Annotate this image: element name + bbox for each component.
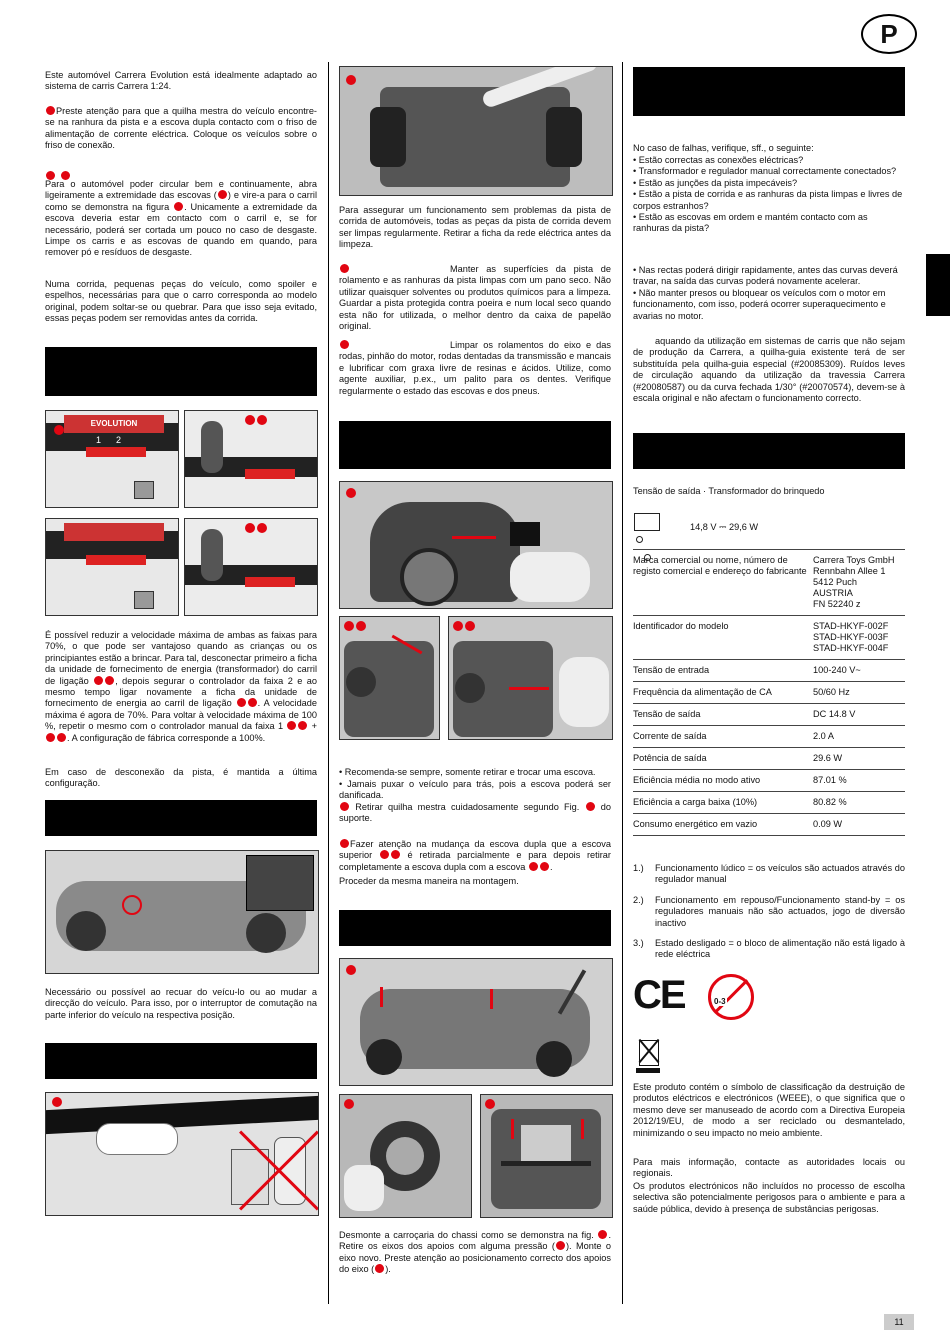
note-number: 1.) bbox=[633, 863, 644, 873]
note-text: Funcionamento em repouso/Funcionamento stand-by = os reguladores manuais não são actuados, jogo de diversão inactivo bbox=[655, 894, 905, 928]
spec-row bbox=[633, 682, 905, 704]
driving-tip-item: • Não manter presos ou bloquear os veículos com o motor em funcionamento, com isso, poderá ocorrer superaquecimento e avarias no motor. bbox=[633, 287, 886, 321]
axle-replace-text: Desmonte a carroçaria do chassi como se demonstra na fig. . Retire os eixos dos apoios com alguma pressão ( ). Monte o eixo novo. Preste atenção ao posicionamento correcto dos apoios do eixo ( ). bbox=[339, 1230, 611, 1275]
note-item bbox=[633, 938, 905, 961]
spec-key: Frequência da alimentação de CA bbox=[633, 687, 772, 697]
spec-row bbox=[633, 616, 905, 660]
language-badge bbox=[861, 14, 917, 54]
spec-key: Marca comercial ou nome, número de registo comercial e endereço do fabricante bbox=[633, 555, 807, 576]
section-header-bar bbox=[633, 67, 905, 116]
column-divider bbox=[622, 62, 623, 1304]
figure-axle-bearings bbox=[480, 1094, 613, 1218]
figure-reverse-switch bbox=[45, 850, 319, 974]
callout-marker bbox=[46, 106, 55, 115]
spec-row bbox=[633, 814, 905, 836]
brush-adjust-text: Para o automóvel poder circular bem e continuamente, abra ligeiramente a extremidade das escovas ( ) e vire-a para o carril como se demonstra na figura . Unicamente a extremidade da escova deveria estar em contacto com o carril e, se for necessário, poderá ser cortada um pouco no caso de desgaste. Limpe os carris e as escovas de quando em quando, para remover pó e resíduos de desgaste. bbox=[45, 179, 317, 258]
figure-track-connection-c bbox=[45, 518, 179, 616]
language-badge-label: P bbox=[880, 18, 898, 49]
troubleshoot-intro: No caso de falhas, verifique, sff., o seguinte: bbox=[633, 143, 814, 153]
guide-keel-note: aquando da utilização em sistemas de carris que não sejam de produção da Carrera, a quilha-guia existente terá de ser substituída pela quilha-guia especial (#20085309). Ruídos leves de circulação aquando da utilização da travessia Carrera (#20080587) ou da curva fechada 1/30° (#20070574), devem-se à escala original e não afectam o funcionamento correcto. bbox=[633, 336, 905, 404]
double-brush-text: Fazer atenção na mudança da escova dupla que a escova superior é retirada parcialmente e para depois retirar completamente a escova dupla com a escova . bbox=[339, 839, 611, 872]
spec-key: Consumo energético em vazio bbox=[633, 819, 758, 829]
contact-text: Para mais informação, contacte as autoridades locais ou regionais. bbox=[633, 1157, 905, 1179]
cleaning-intro-text: Para assegurar um funcionamento sem problemas da pista de corrida de automóveis, todas as peças da pista de corrida devem ser limpas regularmente. Retirar a ficha da rede eléctrica antes da limpeza. bbox=[339, 205, 611, 250]
spec-value: 87.01 % bbox=[813, 775, 847, 785]
reverse-text: Necessário ou possível ao recuar do veícu-lo ou ao mudar a direcção do veículo. Para isso, por o interruptor de comutação na parte inferior do veículo na respectiva posição. bbox=[45, 987, 317, 1020]
spec-row bbox=[633, 726, 905, 748]
weee-text: Este produto contém o símbolo de classificação da destruição de produtos eléctricos e electrónicos (WEEE), o que significa que o mesmo deve ser manuseado de acordo com a Directiva Europeia 2012/19/EU, de modo a ser reciclado ou desmantelado, minimizando o seu impacto no meio ambiente. bbox=[633, 1082, 905, 1138]
spec-value: 100-240 V~ bbox=[813, 665, 861, 675]
spec-key: Tensão de entrada bbox=[633, 665, 710, 675]
spec-value: 0.09 W bbox=[813, 819, 843, 829]
column-divider bbox=[328, 62, 329, 1304]
spec-row bbox=[633, 704, 905, 726]
figure-track-connection-a bbox=[45, 410, 179, 508]
note-number: 2.) bbox=[633, 894, 644, 905]
evolution-logo-label: EVOLUTION bbox=[64, 415, 164, 433]
section-header-bar bbox=[633, 433, 905, 469]
speed-limit-text: É possível reduzir a velocidade máxima de ambas as faixas para 70%, o que pode ser vantajoso quando as crianças ou os principiantes estão a brincar. Para tal, desconectar primeiro a ficha da unidade de fornecimento de energia (transformador) do carril de ligação , depois segurar o controlador da faixa 2 e ao mesmo tempo ligar novamente a ficha da unidade de fornecimento de energia ao carril de ligação . A velocidade máxima é agora de 70%. Para voltar à velocidade máxima de 100 %, repetir o mesmo com o controlador manual da faixa 1 + . A configuração de fábrica corresponde a 100%. bbox=[45, 630, 318, 743]
note-text: Funcionamento lúdico = os veículos são actuados através do regulador manual bbox=[655, 863, 905, 885]
note-item bbox=[633, 895, 905, 929]
spec-key: Eficiência a carga baixa (10%) bbox=[633, 797, 758, 807]
spec-key: Tensão de saída bbox=[633, 709, 701, 719]
spec-value: STAD-HKYF-002F STAD-HKYF-003F STAD-HKYF-004F bbox=[813, 621, 889, 653]
troubleshoot-item: • Estão correctas as conexões eléctricas? bbox=[633, 155, 804, 165]
spec-value: 80.82 % bbox=[813, 797, 847, 807]
figure-track-connection-b bbox=[184, 410, 318, 508]
guide-keel-text: Preste atenção para que a quilha mestra do veículo encontre-se na ranhura da pista e a escova dupla contacto com o friso de alimentação de corrente eléctrica. Coloque os veículos sobre o friso de conexão. bbox=[45, 106, 317, 151]
age-warning-label: 0-3 bbox=[714, 997, 726, 1006]
lubrication-text: Limpar os rolamentos do eixo e das rodas, pinhão do motor, rodas dentadas da transmissão e mancais e lubrificar com graxa livre de resinas e ácidos. Utilize, como agente auxiliar, p.ex., um palito para os dentes. Verifique regularmente o estado das escovas e dos pneus. bbox=[339, 340, 611, 396]
spec-row bbox=[633, 660, 905, 682]
figure-track-connection-d bbox=[184, 518, 318, 616]
figure-brush-step-b bbox=[448, 616, 613, 740]
figure-brush-removal bbox=[339, 481, 613, 609]
hazard-text: Os produtos electrónicos não incluídos no processo de escolha selectiva são potencialmente perigosos para o ambiente e para a saúde pública, devido à presença de substâncias perigosas. bbox=[633, 1181, 905, 1214]
spec-value: 50/60 Hz bbox=[813, 687, 850, 697]
driving-tip-item: • Nas rectas poderá dirigir rapidamente, antes das curvas deverá travar, na saída das curvas poderá novamente acelerar. bbox=[633, 265, 898, 287]
note-item bbox=[633, 863, 905, 886]
age-warning-icon bbox=[708, 974, 754, 1020]
lane-label: 1 bbox=[96, 435, 102, 445]
note-number: 3.) bbox=[633, 938, 644, 949]
troubleshoot-list bbox=[633, 155, 905, 235]
spec-row bbox=[633, 748, 905, 770]
note-text: Estado desligado = o bloco de alimentação não está ligado à rede eléctrica bbox=[655, 938, 905, 960]
side-tab bbox=[926, 254, 950, 316]
figure-no-chemicals bbox=[45, 1092, 319, 1216]
brush-bullet: • Recomenda-se sempre, somente retirar e trocar uma escova. bbox=[339, 767, 596, 777]
last-setting-text: Em caso de desconexão da pista, é mantida a última configuração. bbox=[45, 767, 317, 789]
figure-axle-chassis bbox=[339, 958, 613, 1086]
section-header-bar bbox=[45, 347, 317, 396]
transformer-icon bbox=[634, 513, 660, 531]
ce-mark: CE bbox=[633, 973, 685, 1017]
section-header-bar bbox=[339, 910, 611, 946]
spec-key: Eficiência média no modo ativo bbox=[633, 775, 761, 785]
spec-key: Corrente de saída bbox=[633, 731, 707, 741]
driving-tips-list bbox=[633, 265, 905, 322]
spec-table bbox=[633, 549, 905, 836]
spoiler-text: Numa corrida, pequenas peças do veículo, como spoiler e espelhos, necessárias para que o carro corresponda ao modelo original, podem soltar-se ou quebrar. Para que isso seja evitado, essas peças podem ser removidas antes da corrida. bbox=[45, 279, 317, 324]
figure-cleaning-chassis bbox=[339, 66, 613, 196]
page-number: 11 bbox=[884, 1314, 914, 1330]
track-cleaning-text: Manter as superfícies da pista de rolamento e as ranhuras da pista limpas com um pano seco. Não utilizar quaisquer solventes ou produtos químicos para a limpeza. Guardar a pista protegida contra poeira e num local seco quando esta não for utilizada, o melhor dentro da caixa de papelão original. bbox=[339, 264, 611, 332]
notes-list bbox=[633, 863, 905, 970]
spec-key: Potência de saída bbox=[633, 753, 707, 763]
spec-value: DC 14.8 V bbox=[813, 709, 856, 719]
spec-value: 2.0 A bbox=[813, 731, 834, 741]
spec-value: Carrera Toys GmbH Rennbahn Allee 1 5412 Puch AUSTRIA FN 52240 z bbox=[813, 555, 895, 609]
troubleshoot-item: • Estão as junções da pista impecáveis? bbox=[633, 177, 798, 188]
keel-removal-text: Retirar quilha mestra cuidadosamente segundo Fig. do suporte. bbox=[339, 802, 611, 824]
tension-label: Tensão de saída · Transformador do brinquedo bbox=[633, 486, 825, 496]
figure-wheel-removal bbox=[339, 1094, 472, 1218]
troubleshoot-item: • Estão a pista de corrida e as ranhuras da pista limpas e livres de corpos estranhos? bbox=[633, 189, 903, 211]
assembly-text: Proceder da mesma maneira na montagem. bbox=[339, 876, 519, 886]
troubleshoot-item: • Transformador e regulador manual correctamente conectados? bbox=[633, 166, 897, 177]
lane-label: 2 bbox=[116, 435, 122, 445]
spec-row bbox=[633, 550, 905, 616]
spec-value: 29.6 W bbox=[813, 753, 843, 763]
weee-bin-icon bbox=[636, 1036, 660, 1074]
spec-row bbox=[633, 792, 905, 814]
section-header-bar bbox=[45, 1043, 317, 1079]
intro-text: Este automóvel Carrera Evolution está idealmente adaptado ao sistema de carris Carrera 1:24. bbox=[45, 70, 317, 92]
section-header-bar bbox=[45, 800, 317, 836]
brush-bullet: • Jamais puxar o veículo para trás, pois a escova poderá ser danificada. bbox=[339, 779, 611, 801]
tension-value: 14,8 V ⎓ 29,6 W bbox=[690, 522, 759, 532]
troubleshoot-item: • Estão as escovas em ordem e mantém contacto com as ranhuras da pista? bbox=[633, 212, 868, 234]
spec-row bbox=[633, 770, 905, 792]
figure-brush-step-a bbox=[339, 616, 440, 740]
section-header-bar bbox=[339, 421, 611, 469]
spec-key: Identificador do modelo bbox=[633, 621, 729, 631]
